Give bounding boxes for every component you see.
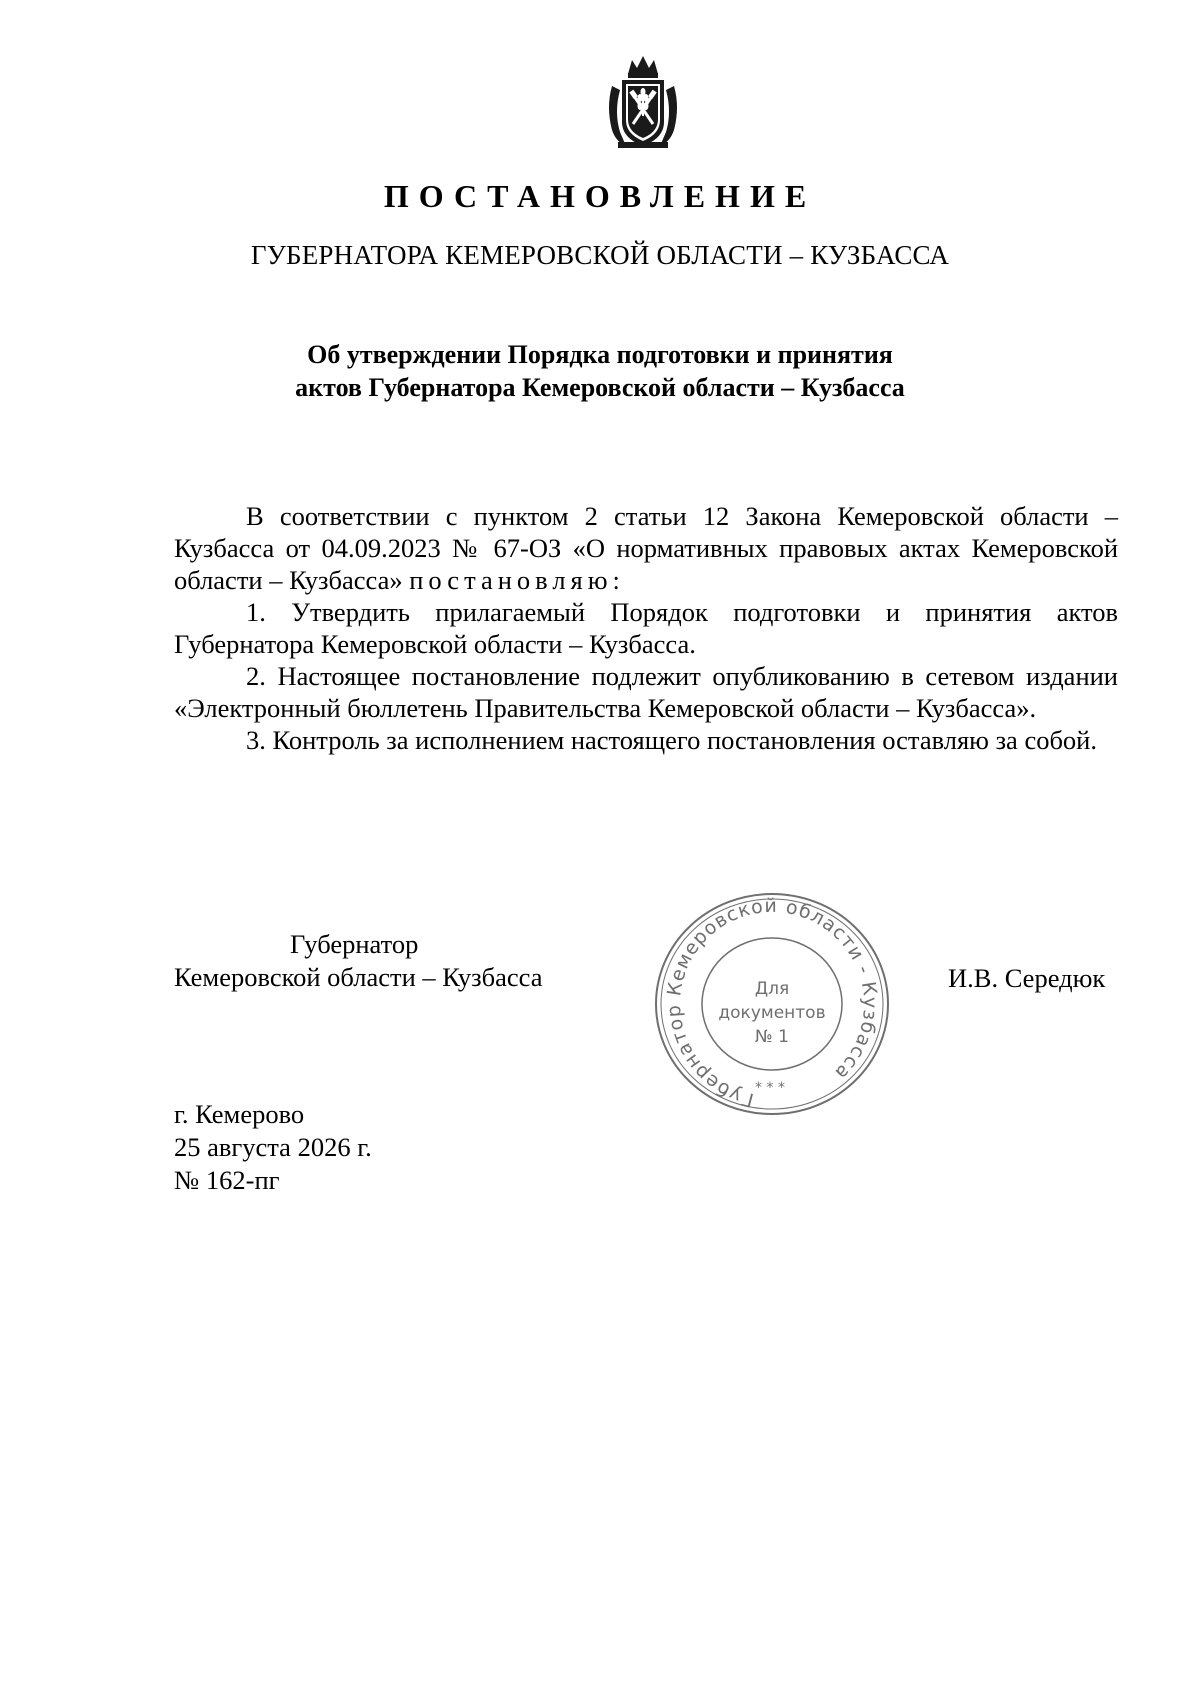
decree-colon: : <box>612 565 620 595</box>
document-footer <box>174 1098 372 1197</box>
item-1-paragraph: 1. Утвердить прилагаемый Порядок подготовки и принятия актов Губернатора Кемеровской области – Кузбасса. <box>174 597 1118 659</box>
item-2-paragraph: 2. Настоящее постановление подлежит опубликованию в сетевом издании «Электронный бюллетень Правительства Кемеровской области – Кузбасса». <box>174 661 1118 723</box>
document-subject <box>0 338 1200 404</box>
document-type-title: ПОСТАНОВЛЕНИЕ <box>383 178 817 214</box>
footer-date: 25 августа 2026 г. <box>174 1132 372 1162</box>
stamp-ring-text: Губернатор Кемеровской области - Кузбасса <box>662 894 882 1112</box>
stamp-center-line-2: документов <box>718 1003 826 1023</box>
stamp-center-line-3: № 1 <box>755 1027 789 1047</box>
subject-line-1: Об утверждении Порядка подготовки и принятия <box>307 340 893 369</box>
document-body <box>174 500 1118 756</box>
signatory-role <box>174 928 543 994</box>
preamble-text: В соответствии с пунктом 2 статьи 12 Закона Кемеровской области – Кузбасса от 04.09.2023 № 67-ОЗ «О нормативных правовых актах Кемеровской области – Кузбасса» <box>174 501 1118 595</box>
coat-of-arms-emblem <box>604 52 682 150</box>
signatory-role-line-2: Кемеровской области – Кузбасса <box>174 962 543 992</box>
subject-line-2: актов Губернатора Кемеровской области – Кузбасса <box>295 373 905 402</box>
signatory-name: И.В. Середюк <box>948 963 1106 993</box>
footer-city: г. Кемерово <box>174 1099 305 1129</box>
preamble-paragraph <box>174 500 1118 596</box>
stamp-center-line-1: Для <box>754 979 790 999</box>
official-seal-stamp <box>652 888 892 1118</box>
decree-word: постановляю <box>409 565 613 595</box>
issuing-authority: ГУБЕРНАТОРА КЕМЕРОВСКОЙ ОБЛАСТИ – КУЗБАССА <box>250 240 950 270</box>
stamp-stars: * * * <box>755 1080 785 1096</box>
item-3-paragraph: 3. Контроль за исполнением настоящего постановления оставляю за собой. <box>246 725 1097 755</box>
signatory-role-line-1: Губернатор <box>290 929 419 959</box>
footer-number: № 162-пг <box>174 1165 280 1195</box>
